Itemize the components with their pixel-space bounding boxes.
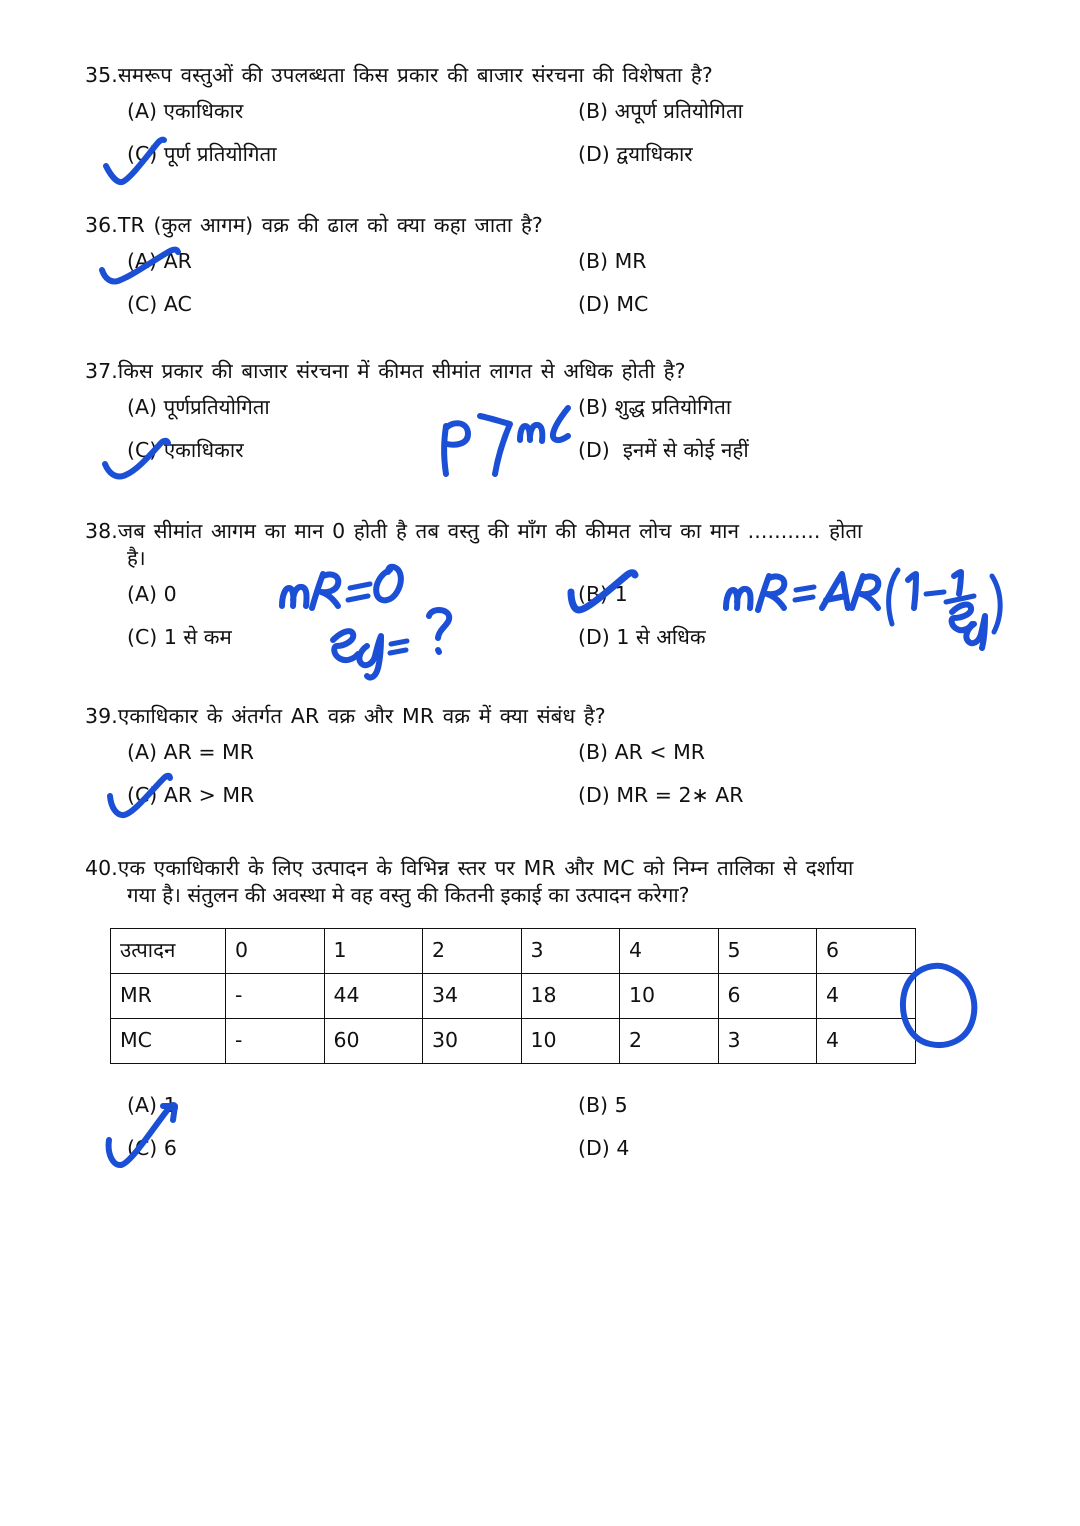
- option-tag: (B): [578, 1093, 609, 1117]
- option-label: MR = 2∗ AR: [616, 783, 744, 808]
- question-continuation: गया है। संतुलन की अवस्था मे वह वस्तु की कितनी इकाई का उत्पादन करेगा?: [127, 883, 690, 908]
- question-block-37: [85, 358, 1030, 480]
- option-label: 6: [163, 1136, 177, 1160]
- table-cell: 10: [521, 1019, 620, 1064]
- table-row: [111, 974, 916, 1019]
- option-b[interactable]: [578, 1092, 628, 1119]
- option-tag: (C): [127, 292, 158, 317]
- question-text: समरूप वस्तुओं की उपलब्धता किस प्रकार की बाजार संरचना की विशेषता है?: [117, 63, 713, 87]
- option-tag: (B): [578, 249, 609, 274]
- table-cell: 6: [718, 974, 817, 1019]
- option-tag: (A): [127, 1093, 158, 1117]
- option-label: पूर्णप्रतियोगिता: [163, 395, 270, 420]
- question-number: 40.: [85, 856, 118, 880]
- option-tag: (C): [127, 1136, 158, 1160]
- option-list: [85, 739, 1030, 825]
- option-tag: (A): [127, 740, 158, 765]
- option-row: [127, 624, 1030, 667]
- table-cell: -: [226, 974, 325, 1019]
- option-b[interactable]: [578, 581, 628, 608]
- table-cell: 0: [226, 929, 325, 974]
- option-tag: (C): [127, 438, 158, 463]
- option-tag: (A): [127, 395, 158, 420]
- question-text: TR (कुल आगम) वक्र की ढाल को क्या कहा जाता है?: [117, 213, 543, 237]
- option-label: द्वयाधिकार: [616, 142, 693, 167]
- option-row: [127, 98, 1030, 141]
- question-text: किस प्रकार की बाजार संरचना में कीमत सीमांत लागत से अधिक होती है?: [117, 359, 686, 383]
- question-line: [85, 703, 1030, 730]
- option-label: AR = MR: [163, 740, 254, 765]
- option-label: अपूर्ण प्रतियोगिता: [614, 99, 743, 124]
- option-tag: (D): [578, 625, 610, 650]
- row-header: MR: [111, 974, 226, 1019]
- option-d[interactable]: [578, 782, 743, 809]
- table-cell: 10: [620, 974, 719, 1019]
- option-tag: (C): [127, 625, 158, 650]
- question-number: 36.: [85, 213, 118, 237]
- question-line: [85, 358, 1030, 385]
- question-line: [85, 212, 1030, 239]
- table-cell: 6: [817, 929, 916, 974]
- table-cell: 1: [324, 929, 423, 974]
- option-tag: (D): [578, 1136, 610, 1160]
- question-block-39: [85, 703, 1030, 825]
- option-d[interactable]: [578, 1135, 629, 1162]
- option-label: इनमें से कोई नहीं: [616, 438, 749, 463]
- option-tag: (C): [127, 142, 158, 167]
- option-c[interactable]: [127, 291, 192, 318]
- option-list: [85, 394, 1030, 480]
- option-label: 1 से कम: [163, 625, 232, 650]
- table-cell: 44: [324, 974, 423, 1019]
- option-tag: (B): [578, 99, 609, 124]
- table-cell: 2: [423, 929, 522, 974]
- table-cell: 3: [521, 929, 620, 974]
- option-row: [127, 1135, 1030, 1178]
- option-d[interactable]: [578, 141, 693, 168]
- question-block-36: [85, 212, 1030, 334]
- table-row: [111, 1019, 916, 1064]
- option-tag: (B): [578, 740, 609, 765]
- option-row: [127, 1092, 1030, 1135]
- question-block-40: [85, 855, 1030, 909]
- option-tag: (A): [127, 249, 158, 274]
- question-line: [85, 518, 1030, 545]
- question-line: [85, 62, 1030, 89]
- option-tag: (D): [578, 142, 610, 167]
- option-b[interactable]: [578, 248, 647, 275]
- option-b[interactable]: [578, 98, 743, 125]
- option-a[interactable]: [127, 394, 270, 421]
- question-number: 37.: [85, 359, 118, 383]
- option-label: पूर्ण प्रतियोगिता: [163, 142, 277, 167]
- option-list: [85, 581, 1030, 667]
- option-label: MC: [616, 292, 649, 317]
- option-d[interactable]: [578, 437, 749, 464]
- row-header: MC: [111, 1019, 226, 1064]
- option-row: [127, 782, 1030, 825]
- question-number: 38.: [85, 519, 118, 543]
- option-row: [127, 141, 1030, 184]
- option-row: [127, 291, 1030, 334]
- option-list: [85, 248, 1030, 334]
- option-d[interactable]: [578, 624, 706, 651]
- question-40-option-list: [85, 1092, 1030, 1178]
- table-cell: 4: [620, 929, 719, 974]
- question-block-38: [85, 518, 1030, 667]
- table-cell: -: [226, 1019, 325, 1064]
- option-b[interactable]: [578, 739, 705, 766]
- table-cell: 5: [718, 929, 817, 974]
- option-label: 0: [163, 582, 177, 607]
- option-a[interactable]: [127, 1092, 177, 1119]
- option-label: AR > MR: [163, 783, 255, 808]
- option-label: MR: [614, 249, 647, 274]
- option-label: AC: [163, 292, 192, 317]
- mr-mc-table-wrapper: [110, 928, 915, 1064]
- option-c[interactable]: [127, 1135, 177, 1162]
- option-d[interactable]: [578, 291, 648, 318]
- option-label: शुद्ध प्रतियोगिता: [614, 395, 732, 420]
- option-a[interactable]: [127, 98, 243, 125]
- option-a[interactable]: [127, 248, 192, 275]
- option-label: 1: [614, 582, 628, 607]
- table-cell: 2: [620, 1019, 719, 1064]
- option-tag: (D): [578, 292, 610, 317]
- option-tag: (B): [578, 395, 609, 420]
- option-label: 1: [163, 1093, 177, 1117]
- option-tag: (A): [127, 99, 158, 124]
- question-number: 35.: [85, 63, 118, 87]
- option-label: 5: [614, 1093, 628, 1117]
- table-cell: 4: [817, 1019, 916, 1064]
- option-label: 1 से अधिक: [616, 625, 706, 650]
- option-row: [127, 248, 1030, 291]
- option-tag: (D): [578, 783, 610, 808]
- option-c[interactable]: [127, 437, 244, 464]
- option-tag: (B): [578, 582, 609, 607]
- option-label: एकाधिकार: [163, 438, 244, 463]
- table-cell: 30: [423, 1019, 522, 1064]
- option-label: AR: [163, 249, 192, 274]
- option-tag: (C): [127, 783, 158, 808]
- question-number: 39.: [85, 704, 118, 728]
- option-label: AR < MR: [614, 740, 706, 765]
- question-line: [85, 855, 1030, 882]
- option-row: [127, 394, 1030, 437]
- table-cell: 34: [423, 974, 522, 1019]
- option-list: [85, 98, 1030, 184]
- option-label: एकाधिकार: [163, 99, 244, 124]
- option-c[interactable]: [127, 782, 254, 809]
- option-row: [127, 739, 1030, 782]
- option-c[interactable]: [127, 141, 277, 168]
- question-text: एकाधिकार के अंतर्गत AR वक्र और MR वक्र में क्या संबंध है?: [117, 704, 606, 728]
- option-list: [85, 1092, 1030, 1178]
- table-row: [111, 929, 916, 974]
- option-row: [127, 437, 1030, 480]
- option-tag: (D): [578, 438, 610, 463]
- table-cell: 3: [718, 1019, 817, 1064]
- mr-mc-table: [110, 928, 916, 1064]
- option-label: 4: [616, 1136, 630, 1160]
- option-row: [127, 581, 1030, 624]
- table-cell: 4: [817, 974, 916, 1019]
- question-continuation: है।: [127, 546, 146, 571]
- table-cell: 60: [324, 1019, 423, 1064]
- table-cell: 18: [521, 974, 620, 1019]
- option-c[interactable]: [127, 624, 232, 651]
- question-text: एक एकाधिकारी के लिए उत्पादन के विभिन्न स्तर पर MR और MC को निम्न तालिका से दर्शाया: [117, 856, 854, 880]
- option-b[interactable]: [578, 394, 731, 421]
- question-text: जब सीमांत आगम का मान 0 होती है तब वस्तु की माँग की कीमत लोच का मान ........... होता: [117, 519, 863, 543]
- row-header: उत्पादन: [111, 929, 226, 974]
- question-block-35: [85, 62, 1030, 184]
- option-a[interactable]: [127, 739, 254, 766]
- option-tag: (A): [127, 582, 158, 607]
- option-a[interactable]: [127, 581, 177, 608]
